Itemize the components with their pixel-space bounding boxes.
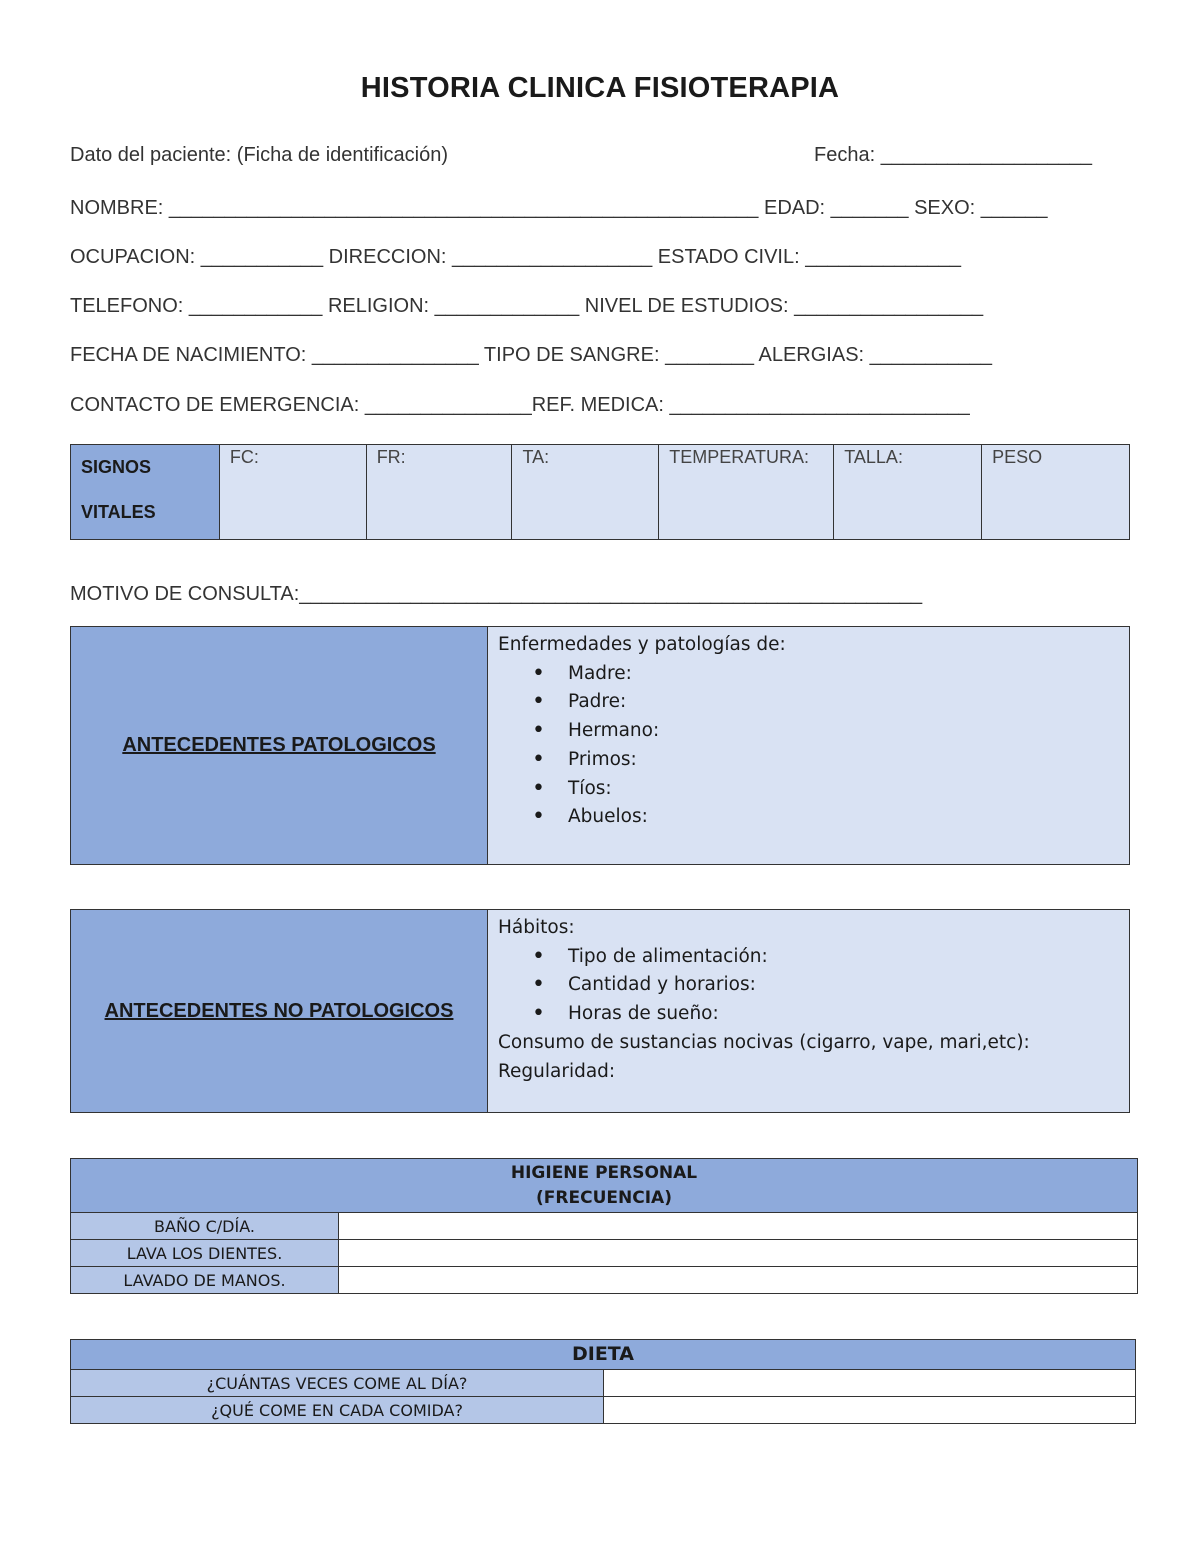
table-row-label: ¿QUÉ COME EN CADA COMIDA? — [71, 1397, 604, 1424]
hygiene-header — [71, 1159, 1138, 1213]
pathological-intro: Enfermedades y patologías de: — [498, 634, 786, 655]
birth-blood-allergy-line[interactable]: FECHA DE NACIMIENTO: _______________ TIPO DE SANGRE: ________ ALERGIAS: ___________ — [70, 344, 993, 366]
list-item: • Tíos: — [532, 775, 1119, 804]
meals-per-day-input[interactable] — [604, 1370, 1136, 1397]
list-item: • Cantidad y horarios: — [532, 971, 1119, 1000]
list-item: • Hermano: — [532, 717, 1119, 746]
bath-frequency-input[interactable] — [339, 1213, 1138, 1240]
diet-table — [70, 1339, 1136, 1424]
table-row-label: ¿CUÁNTAS VECES COME AL DÍA? — [71, 1370, 604, 1397]
page-title: HISTORIA CLINICA FISIOTERAPIA — [360, 72, 840, 104]
phone-religion-line[interactable]: TELEFONO: ____________ RELIGION: _____________ NIVEL DE ESTUDIOS: _________________ — [70, 295, 984, 317]
diet-header: DIETA — [71, 1340, 1136, 1370]
family-list — [498, 660, 1119, 832]
non-pathological-history-label: ANTECEDENTES NO PATOLOGICOS — [71, 910, 488, 1113]
vital-height-cell[interactable]: TALLA: — [834, 445, 982, 540]
vital-weight-cell[interactable]: PESO — [982, 445, 1130, 540]
emergency-contact-line[interactable]: CONTACTO DE EMERGENCIA: _______________REF. MEDICA: ___________________________ — [70, 394, 970, 416]
vital-signs-label-1: SIGNOS — [81, 457, 152, 477]
list-item: • Tipo de alimentación: — [532, 943, 1119, 972]
list-item: • Madre: — [532, 660, 1119, 689]
non-pathological-history-table — [70, 909, 1130, 1113]
pathological-history-label: ANTECEDENTES PATOLOGICOS — [71, 627, 488, 865]
vital-fr-cell[interactable]: FR: — [366, 445, 512, 540]
list-item: • Padre: — [532, 688, 1119, 717]
hands-frequency-input[interactable] — [339, 1267, 1138, 1294]
patient-data-label: Dato del paciente: (Ficha de identificación) — [70, 144, 448, 166]
date-field[interactable]: Fecha: ___________________ — [814, 144, 1093, 166]
non-pathological-history-body[interactable] — [488, 910, 1130, 1113]
vital-signs-table — [70, 444, 1130, 540]
hygiene-table — [70, 1158, 1138, 1294]
consultation-reason-line[interactable]: MOTIVO DE CONSULTA:________________________________________________________ — [70, 583, 923, 605]
name-age-sex-line[interactable]: NOMBRE: _____________________________________________________ EDAD: _______ SEXO: ______ — [70, 197, 1048, 219]
table-row-label: LAVA LOS DIENTES. — [71, 1240, 339, 1267]
pathological-history-table — [70, 626, 1130, 865]
list-item: • Abuelos: — [532, 803, 1119, 832]
list-item: • Primos: — [532, 746, 1119, 775]
meal-content-input[interactable] — [604, 1397, 1136, 1424]
substances-line: Consumo de sustancias nocivas (cigarro, vape, mari,etc): — [498, 1031, 1030, 1053]
hygiene-title: HIGIENE PERSONAL — [510, 1162, 698, 1183]
habits-list — [498, 943, 1119, 1029]
vital-signs-label-2: VITALES — [81, 502, 156, 522]
occupation-address-line[interactable]: OCUPACION: ___________ DIRECCION: __________________ ESTADO CIVIL: ______________ — [70, 246, 961, 268]
teeth-frequency-input[interactable] — [339, 1240, 1138, 1267]
vital-temperature-cell[interactable]: TEMPERATURA: — [659, 445, 834, 540]
hygiene-subtitle: (FRECUENCIA) — [536, 1187, 672, 1208]
habits-intro: Hábitos: — [498, 917, 575, 938]
vital-signs-label — [71, 445, 220, 540]
vital-ta-cell[interactable]: TA: — [512, 445, 659, 540]
pathological-history-body[interactable] — [488, 627, 1130, 865]
patient-data-line — [70, 144, 1130, 167]
regularity-line: Regularidad: — [498, 1060, 616, 1082]
list-item: • Horas de sueño: — [532, 1000, 1119, 1029]
table-row-label: BAÑO C/DÍA. — [71, 1213, 339, 1240]
vital-fc-cell[interactable]: FC: — [219, 445, 366, 540]
table-row-label: LAVADO DE MANOS. — [71, 1267, 339, 1294]
